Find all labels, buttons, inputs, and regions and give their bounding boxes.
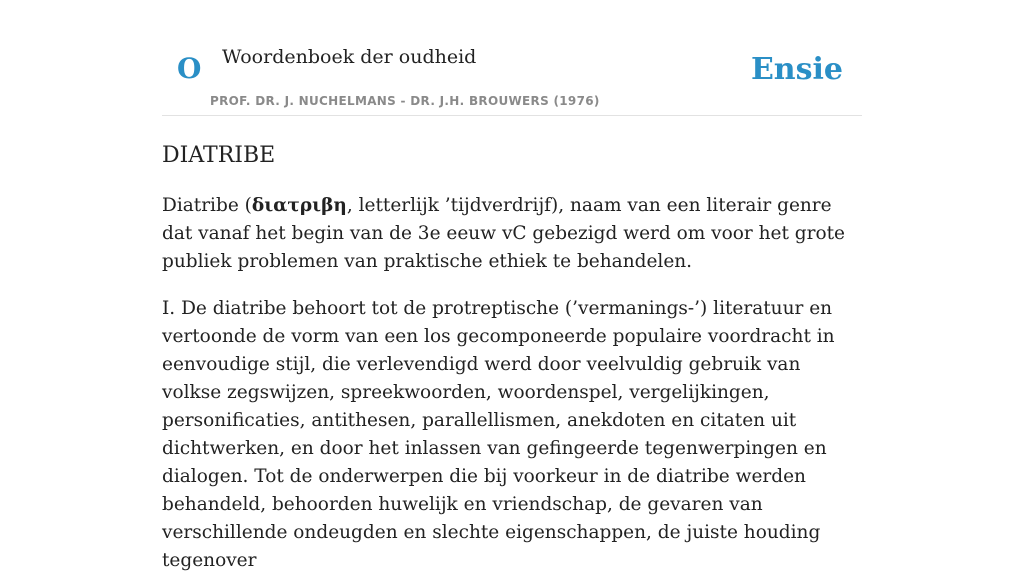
entry-intro-paragraph xyxy=(162,192,862,276)
entry-paragraph-1: I. De diatribe behoort tot de protreptische (’vermanings-’) literatuur en vertoonde de vorm van een los gecomponeerde populaire voordracht in eenvoudige stijl, die verlevendigd werd door veelvuldig gebruik van volkse zegswijzen, spreekwoorden, woordenspel, vergelijkingen, personificaties, antithesen, parallellismen, anekdoten en citaten uit dichtwerken, en door het inlassen van gefingeerde tegenwerpingen en dialogen. Tot de onderwerpen die bij voorkeur in de diatribe werden behandeld, behoorden huwelijk en vriendschap, de gevaren van verschillende ondeugden en slechte eigenschappen, de juiste houding tegenover xyxy=(162,298,835,571)
entry-title: DIATRIBE xyxy=(162,143,276,168)
intro-text-before: Diatribe ( xyxy=(162,195,252,216)
intro-text-after: , letterlijk ’tijdverdrijf), naam van een literair genre dat vanaf het begin van de 3e eeuw vC gebezigd werd om voor het grote publiek problemen van praktische ethiek te behandelen. xyxy=(162,195,845,272)
header xyxy=(162,0,862,116)
book-authors: PROF. DR. J. NUCHELMANS - DR. J.H. BROUWERS (1976) xyxy=(210,94,600,108)
ensie-logo-link[interactable]: Ensie xyxy=(750,52,843,87)
letter-index-link[interactable]: O xyxy=(177,52,202,85)
page xyxy=(162,0,862,571)
greek-term: διατριβη xyxy=(251,195,347,216)
book-title-link[interactable]: Woordenboek der oudheid xyxy=(222,46,477,68)
